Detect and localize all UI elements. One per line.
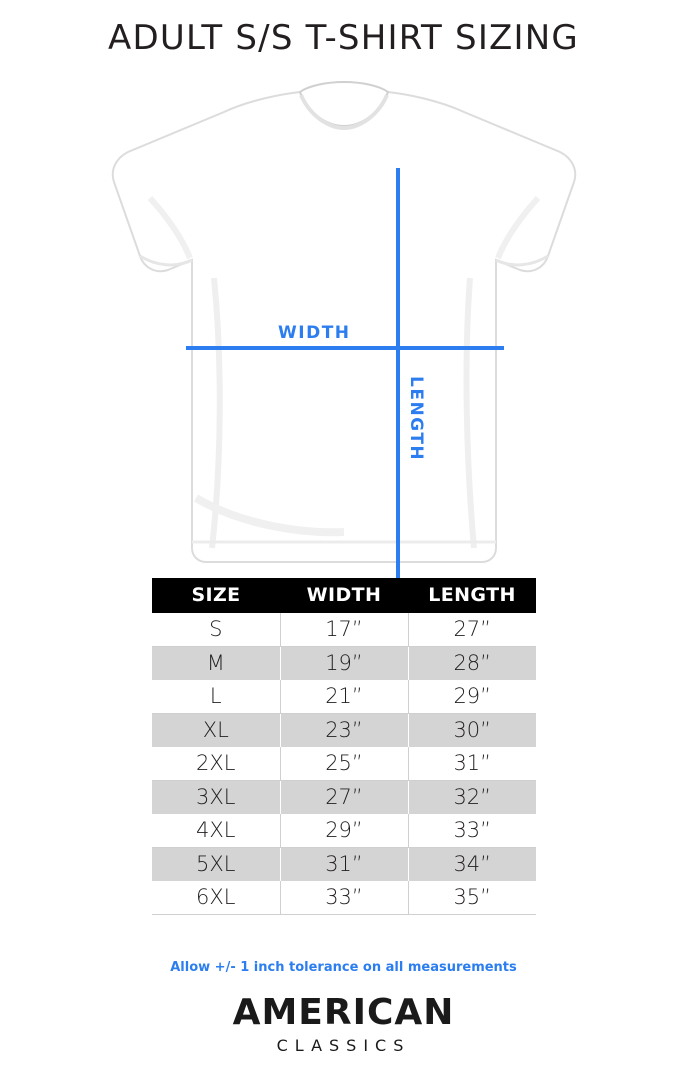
table-row xyxy=(152,781,536,815)
header-length: LENGTH xyxy=(408,578,536,613)
cell-length: 34” xyxy=(408,848,536,882)
cell-size: 2XL xyxy=(152,747,280,781)
table-row xyxy=(152,714,536,748)
cell-size: 6XL xyxy=(152,881,280,915)
cell-size: XL xyxy=(152,714,280,748)
table-row xyxy=(152,647,536,681)
cell-width: 29” xyxy=(280,814,408,848)
cell-size: 3XL xyxy=(152,781,280,815)
length-label: LENGTH xyxy=(406,376,426,462)
cell-length: 29” xyxy=(408,680,536,714)
tolerance-note: Allow +/- 1 inch tolerance on all measurements xyxy=(170,960,517,975)
cell-length: 28” xyxy=(408,647,536,681)
width-label: WIDTH xyxy=(278,323,351,343)
page-title: ADULT S/S T-SHIRT SIZING xyxy=(108,18,579,58)
table-row xyxy=(152,814,536,848)
cell-length: 31” xyxy=(408,747,536,781)
cell-width: 21” xyxy=(280,680,408,714)
table-row xyxy=(152,848,536,882)
cell-width: 23” xyxy=(280,714,408,748)
cell-width: 19” xyxy=(280,647,408,681)
cell-width: 33” xyxy=(280,881,408,915)
length-measure-line xyxy=(396,168,400,640)
cell-width: 17” xyxy=(280,613,408,647)
cell-size: 4XL xyxy=(152,814,280,848)
cell-length: 32” xyxy=(408,781,536,815)
header-size: SIZE xyxy=(152,578,280,613)
table-row xyxy=(152,613,536,647)
cell-size: M xyxy=(152,647,280,681)
header-width: WIDTH xyxy=(280,578,408,613)
cell-width: 27” xyxy=(280,781,408,815)
cell-size: L xyxy=(152,680,280,714)
cell-width: 25” xyxy=(280,747,408,781)
width-measure-line xyxy=(186,346,504,350)
cell-length: 35” xyxy=(408,881,536,915)
tshirt-diagram xyxy=(0,78,687,568)
cell-length: 30” xyxy=(408,714,536,748)
cell-width: 31” xyxy=(280,848,408,882)
table-row xyxy=(152,680,536,714)
brand-subtitle: CLASSICS xyxy=(276,1036,411,1055)
cell-size: 5XL xyxy=(152,848,280,882)
table-header-row xyxy=(152,578,536,613)
cell-length: 27” xyxy=(408,613,536,647)
table-row xyxy=(152,747,536,781)
brand-name: AMERICAN xyxy=(232,992,455,1033)
cell-length: 33” xyxy=(408,814,536,848)
size-table xyxy=(152,578,536,915)
table-row xyxy=(152,881,536,915)
cell-size: S xyxy=(152,613,280,647)
